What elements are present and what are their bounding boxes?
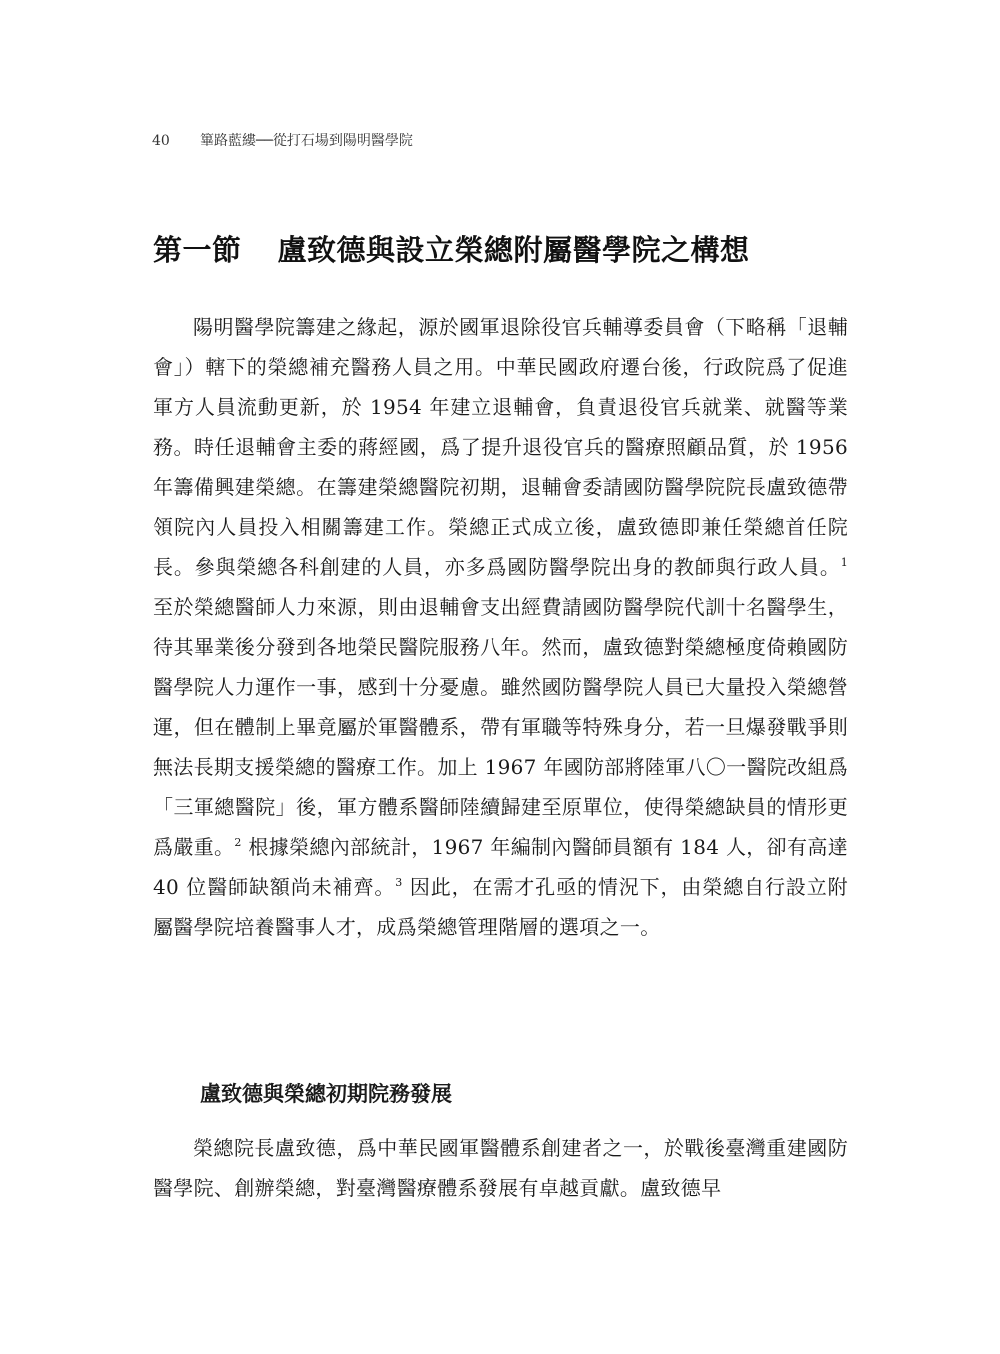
paragraph-1-segment-a: 陽明醫學院籌建之緣起，源於國軍退除役官兵輔導委員會（下略稱「退輔會」）轄下的榮總補充醫務人員之用。中華民國政府遷台後，行政院爲了促進軍方人員流動更新，於 1954 年建立退輔會，負責退役官兵就業、就醫等業務。時任退輔會主委的蔣經國，爲了提升退役官兵的醫療照顧品質，於 1956 年籌備興建榮總。在籌建榮總醫院初期，退輔會委請國防醫學院院長盧致德帶領院內人員投入相關籌建工作。榮總正式成立後，盧致德即兼任榮總首任院長。參與榮總各科創建的人員，亦多爲國防醫學院出身的教師與行政人員。 bbox=[153, 315, 848, 579]
book-title: 篳路藍縷──從打石場到陽明醫學院 bbox=[200, 133, 413, 149]
section-heading bbox=[153, 228, 750, 269]
paragraph-1-segment-c: 根據榮總內部統計，1967 年編制內醫師員額有 184 人，卻有高達 40 位醫師缺額尚未補齊。 bbox=[153, 835, 848, 899]
subheading: 盧致德與榮總初期院務發展 bbox=[200, 1081, 452, 1106]
footnote-ref-2: 2 bbox=[234, 836, 242, 849]
paragraph-1-segment-b: 至於榮總醫師人力來源，則由退輔會支出經費請國防醫學院代訓十名醫學生，待其畢業後分發到各地榮民醫院服務八年。然而，盧致德對榮總極度倚賴國防醫學院人力運作一事，感到十分憂慮。雖然國防醫學院人員已大量投入榮總營運，但在體制上畢竟屬於軍醫體系，帶有軍職等特殊身分，若一旦爆發戰爭則無法長期支援榮總的醫療工作。加上 1967 年國防部將陸軍八〇一醫院改組爲「三軍總醫院」後，軍方體系醫師陸續歸建至原單位，使得榮總缺員的情形更爲嚴重。 bbox=[153, 595, 848, 859]
footnote-ref-3: 3 bbox=[395, 876, 403, 889]
paragraph-2 bbox=[153, 1128, 848, 1208]
paragraph-1-text bbox=[153, 307, 848, 947]
page-number: 40 bbox=[152, 133, 170, 149]
running-header bbox=[152, 130, 413, 150]
paragraph-1 bbox=[153, 307, 848, 947]
paragraph-2-text: 榮總院長盧致德，爲中華民國軍醫體系創建者之一，於戰後臺灣重建國防醫學院、創辦榮總，對臺灣醫療體系發展有卓越貢獻。盧致德早 bbox=[153, 1136, 848, 1200]
section-label: 第一節 bbox=[153, 233, 242, 267]
section-title: 盧致德與設立榮總附屬醫學院之構想 bbox=[277, 233, 750, 267]
paragraph-1-segment-d: 因此，在需才孔亟的情況下，由榮總自行設立附屬醫學院培養醫事人才，成爲榮總管理階層的選項之一。 bbox=[153, 875, 848, 939]
footnote-ref-1: 1 bbox=[840, 556, 848, 569]
